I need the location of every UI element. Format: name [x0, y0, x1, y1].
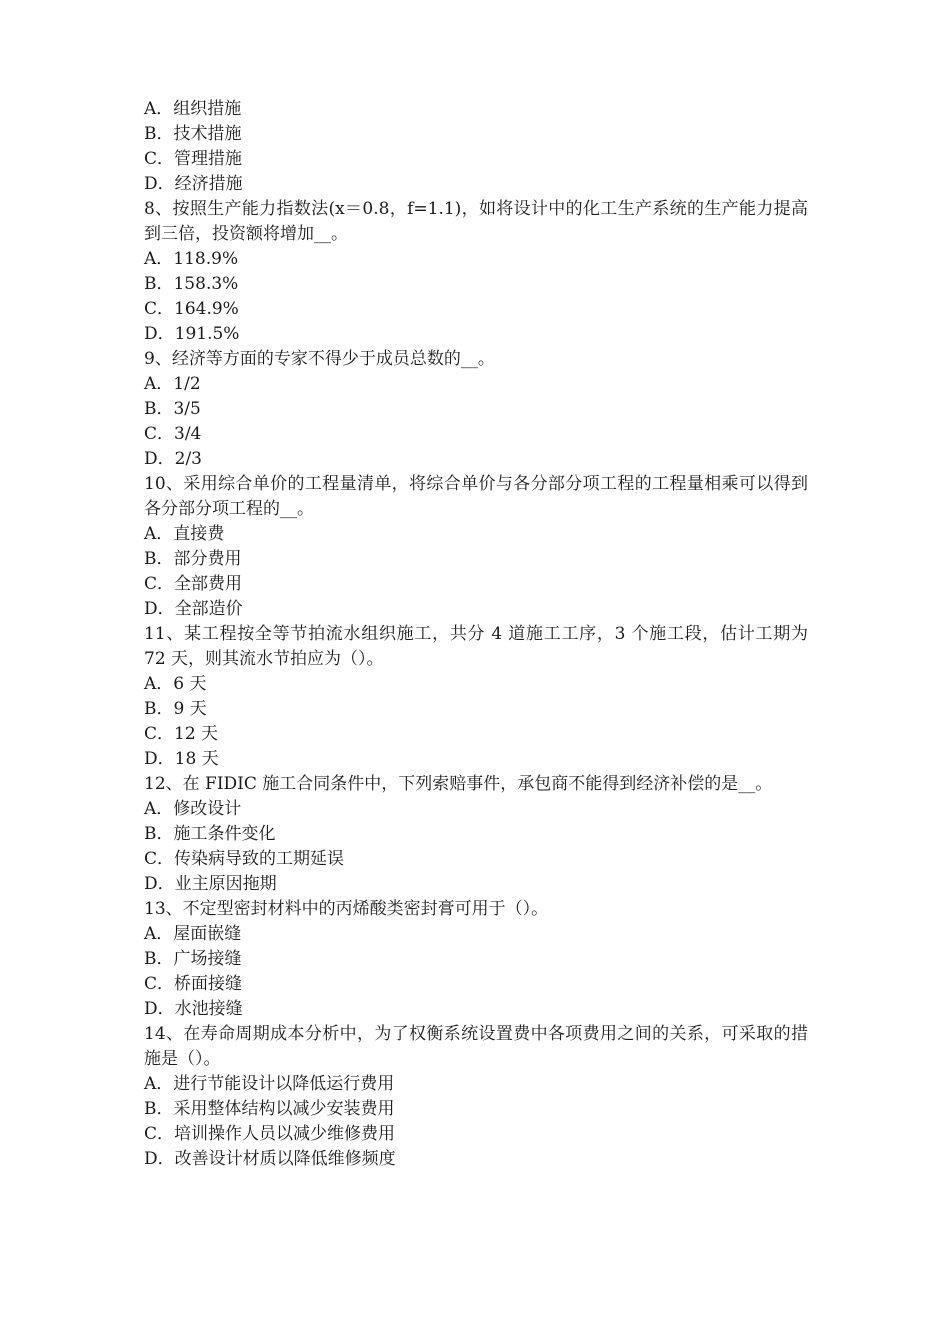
- question-text: 10、采用综合单价的工程量清单，将综合单价与各分部分项工程的工程量相乘可以得到各分部分项工程的__。: [144, 474, 808, 519]
- question-12: [144, 772, 808, 897]
- option-line: C．桥面接缝: [144, 974, 243, 994]
- question-14: [144, 1022, 808, 1172]
- option-line: D．业主原因拖期: [144, 874, 277, 894]
- option-line: B．技术措施: [144, 124, 242, 144]
- question-text: 12、在 FIDIC 施工合同条件中，下列索赔事件，承包商不能得到经济补偿的是__。: [144, 774, 773, 794]
- question-13: [144, 897, 808, 1022]
- option-line: C．培训操作人员以减少维修费用: [144, 1124, 396, 1144]
- option-line: B．3/5: [144, 399, 201, 419]
- option-line: A．118.9%: [144, 249, 239, 269]
- option-line: D．18 天: [144, 749, 219, 769]
- option-line: B．采用整体结构以减少安装费用: [144, 1099, 395, 1119]
- question-text: 13、不定型密封材料中的丙烯酸类密封膏可用于（）。: [144, 899, 549, 919]
- option-line: D．全部造价: [144, 599, 243, 619]
- question-text: 8、按照生产能力指数法(x＝0.8，f=1.1)，如将设计中的化工生产系统的生产能力提高到三倍，投资额将增加__。: [144, 199, 808, 244]
- question-text: 14、在寿命周期成本分析中，为了权衡系统设置费中各项费用之间的关系，可采取的措施是（）。: [144, 1024, 808, 1069]
- option-line: C．3/4: [144, 424, 202, 444]
- option-line: B．施工条件变化: [144, 824, 276, 844]
- question-10: [144, 472, 808, 622]
- option-line: C．全部费用: [144, 574, 243, 594]
- option-line: A．1/2: [144, 374, 201, 394]
- option-line: B．9 天: [144, 699, 207, 719]
- question-8: [144, 197, 808, 347]
- question-text: 11、某工程按全等节拍流水组织施工，共分 4 道施工工序，3 个施工段，估计工期为 72 天，则其流水节拍应为（）。: [144, 624, 808, 669]
- option-line: A．屋面嵌缝: [144, 924, 242, 944]
- question-9: [144, 347, 808, 472]
- option-line: A．6 天: [144, 674, 207, 694]
- option-line: D．水池接缝: [144, 999, 243, 1019]
- option-line: D．改善设计材质以降低维修频度: [144, 1149, 396, 1169]
- option-line: D．2/3: [144, 449, 202, 469]
- question-text: 9、经济等方面的专家不得少于成员总数的__。: [144, 349, 495, 369]
- option-line: C．传染病导致的工期延误: [144, 849, 345, 869]
- option-line: B．158.3%: [144, 274, 239, 294]
- option-line: B．部分费用: [144, 549, 242, 569]
- option-line: D．191.5%: [144, 324, 240, 344]
- option-line: A．修改设计: [144, 799, 242, 819]
- option-line: A．组织措施: [144, 99, 242, 119]
- option-line: A．进行节能设计以降低运行费用: [144, 1074, 395, 1094]
- option-line: C．12 天: [144, 724, 219, 744]
- option-line: A．直接费: [144, 524, 225, 544]
- document-page: [144, 97, 808, 1172]
- option-line: C．管理措施: [144, 149, 243, 169]
- question-11: [144, 622, 808, 772]
- option-line: B．广场接缝: [144, 949, 242, 969]
- option-line: D．经济措施: [144, 174, 243, 194]
- option-line: C．164.9%: [144, 299, 239, 319]
